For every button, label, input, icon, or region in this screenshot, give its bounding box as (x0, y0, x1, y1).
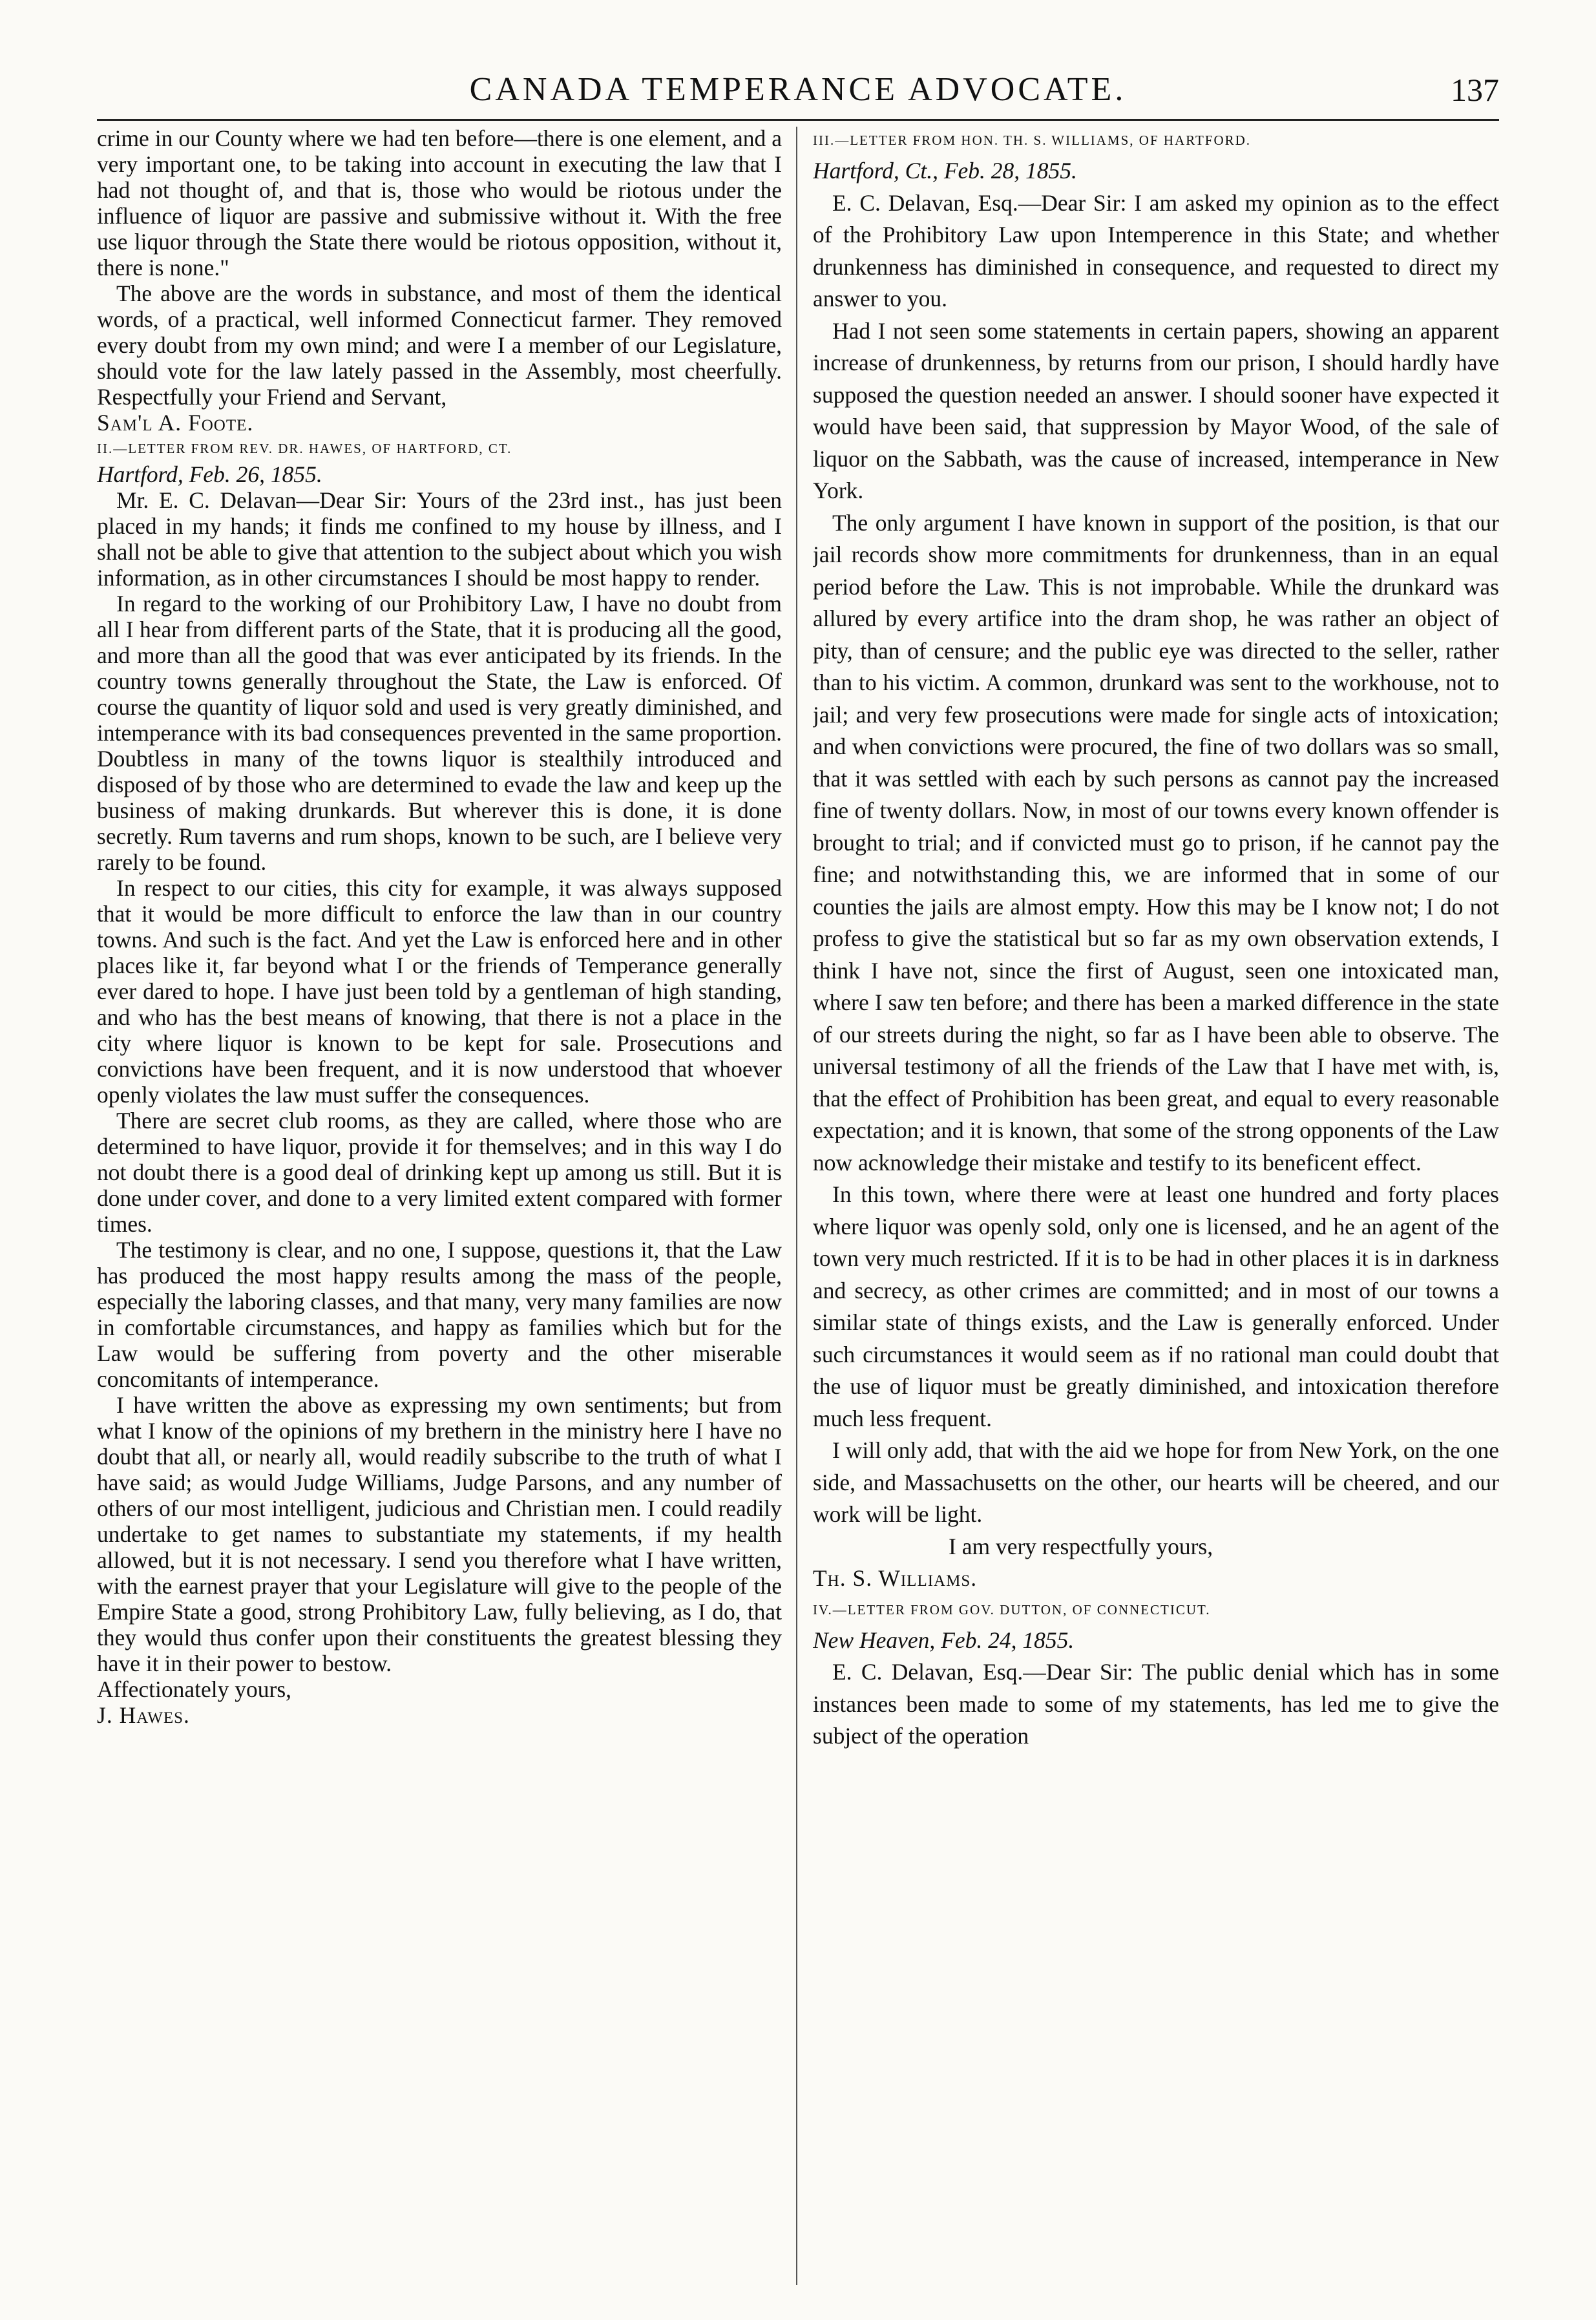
dateline: New Heaven, Feb. 24, 1855. (813, 1627, 1075, 1653)
dateline: Hartford, Ct., Feb. 28, 1855. (813, 158, 1077, 184)
header-rule (97, 119, 1499, 121)
signature: Th. S. Williams. (813, 1565, 978, 1591)
paragraph: I will only add, that with the aid we hope for from New York, on the one side, and Massachusetts on the other, our hearts will be cheered, and our work will be light. (813, 1437, 1499, 1527)
running-title: CANADA TEMPERANCE ADVOCATE. (469, 71, 1127, 108)
paragraph: In regard to the working of our Prohibitory Law, I have no doubt from all I hear from different parts of the State, that it is producing all the good, and more than all the good that was ever anticipated by its friends. In the country towns generally throughout the State, the Law is enforced. Of course the quantity of liquor sold and used is very greatly diminished, and intemperance with its bad consequences prevented in the same proportion. Doubtless in many of the towns liquor is stealthily introduced and disposed of by those who are determined to evade the law and keep up the business of making drunkards. But wherever this is done, it is done secretly. Rum taverns and rum shops, known to be such, are I believe very rarely to be found. (97, 591, 782, 875)
page-number: 137 (1451, 72, 1499, 108)
paragraph: crime in our County where we had ten before—there is one element, and a very important one, to be taking into account in executing the law that I had not thought of, and that is, those who would be riotous under the influence of liquor are passive and submissive without it. With the free use liquor through the State there would be riotous opposition, without it, there is none." (97, 125, 782, 280)
column-rule (796, 127, 797, 2285)
letter-heading: III.—LETTER FROM HON. TH. S. WILLIAMS, OF HARTFORD. (813, 132, 1252, 148)
signature: Sam'l A. Foote. (97, 410, 254, 436)
paragraph: I have written the above as expressing my own sentiments; but from what I know of the opinions of my brethern in the ministry here I have no doubt that all, or nearly all, would readily subscribe to the truth of what I have said; as would Judge Williams, Judge Parsons, and any number of others of our most intelligent, judicious and Christian men. I could readily undertake to get names to substantiate my statements, if my health allowed, but it is not necessary. I send you therefore what I have written, with the earnest prayer that your Legislature will give to the people of the Empire State a good, strong Prohibitory Law, fully believing, as I do, that they would thus confer upon their constituents the greatest blessing they have it in their power to bestow. (97, 1392, 782, 1676)
letter-heading: IV.—LETTER FROM GOV. DUTTON, OF CONNECTICUT. (813, 1601, 1211, 1618)
paragraph: The above are the words in substance, and most of them the identical words, of a practical, well informed Connecticut farmer. They removed every doubt from my own mind; and were I a member of our Legislature, should vote for the law lately passed in the Assembly, most cheerfully. Respectfully your Friend and Servant, (97, 280, 782, 410)
paragraph: Mr. E. C. Delavan—Dear Sir: Yours of the 23rd inst., has just been placed in my hands; it finds me confined to my house by illness, and I shall not be able to give that attention to the subject about which you wish information, as in other circumstances I should be most happy to render. (97, 487, 782, 591)
paragraph: In respect to our cities, this city for example, it was always supposed that it would be more difficult to enforce the law than in our country towns. And such is the fact. And yet the Law is enforced here and in other places like it, far beyond what I or the friends of Temperance generally ever dared to hope. I have just been told by a gentleman of high standing, and who has the best means of knowing, that there is not a place in the city where liquor is known to be kept for sale. Prosecutions and convictions have been frequent, and it is now understood that whoever openly violates the law must suffer the consequences. (97, 875, 782, 1108)
signoff: Affectionately yours, (97, 1676, 292, 1702)
signature: J. Hawes. (97, 1702, 190, 1728)
right-column (813, 125, 1499, 2297)
dateline: Hartford, Feb. 26, 1855. (97, 461, 322, 487)
paragraph: There are secret club rooms, as they are called, where those who are determined to have liquor, provide it for themselves; and in this way I do not doubt there is a good deal of drinking kept up among us still. But it is done under cover, and done to a very limited extent compared with former times. (97, 1108, 782, 1237)
paragraph: In this town, where there were at least one hundred and forty places where liquor was openly sold, only one is licensed, and he an agent of the town very much restricted. If it is to be had in other places it is in darkness and secrecy, as other crimes are committed; and in most of our towns a similar state of things exists, and the Law is generally enforced. Under such circumstances it would seem as if no rational man could doubt that the use of liquor must be greatly diminished, and intoxication therefore much less frequent. (813, 1181, 1499, 1431)
letter-heading: II.—LETTER FROM REV. DR. HAWES, OF HARTFORD, CT. (97, 441, 512, 456)
paragraph: The only argument I have known in support of the position, is that our jail records show more commitments for drunkenness, than in an equal period before the Law. This is not improbable. While the drunkard was allured by every artifice into the dram shop, he was rather an object of pity, than of censure; and the public eye was directed to the seller, rather than to his victim. A common, drunkard was sent to the workhouse, not to jail; and very few prosecutions were made for single acts of intoxication; and when convictions were procured, the fine of two dollars was so small, that it was settled with each by such persons as cannot pay the increased fine of twenty dollars. Now, in most of our towns every known offender is brought to trial; and if convicted must go to prison, if he cannot pay the fine; and notwithstanding this, we are informed that in some of our counties the jails are almost empty. How this may be I know not; I do not profess to give the statistical but so far as my own observation extends, I think I have not, since the first of August, seen one intoxicated man, where I saw ten before; and there has been a marked difference in the state of our streets during the night, so far as I have been able to observe. The universal testimony of all the friends of the Law that I have met with, is, that the effect of Prohibition has been great, and equal to every reasonable expectation; and it is known, that some of the strong opponents of the Law now acknowledge their mistake and testify to its beneficent effect. (813, 509, 1499, 1176)
page-header (97, 67, 1499, 119)
paragraph: E. C. Delavan, Esq.—Dear Sir: I am asked my opinion as to the effect of the Prohibitory Law upon Intemperence in this State; and whether drunkenness has diminished in consequence, and requested to direct my answer to you. (813, 189, 1499, 311)
paragraph: E. C. Delavan, Esq.—Dear Sir: The public denial which has in some instances been made to some of my statements, has led me to give the subject of the operation (813, 1659, 1499, 1749)
signoff: I am very respectfully yours, (949, 1533, 1213, 1559)
paragraph: The testimony is clear, and no one, I suppose, questions it, that the Law has produced the most happy results among the mass of the people, especially the laboring classes, and that many, very many families are now in comfortable circumstances, and happy as families which but for the Law would be suffering from poverty and the other miserable concomitants of intemperance. (97, 1237, 782, 1392)
paragraph: Had I not seen some statements in certain papers, showing an apparent increase of drunkenness, by returns from our prison, I should hardly have supposed the question needed an answer. I should sooner have expected it would have been said, that suppression by Mayor Wood, of the sale of liquor on the Sabbath, was the cause of increased, intemperance in New York. (813, 317, 1499, 503)
left-column (97, 125, 782, 2297)
